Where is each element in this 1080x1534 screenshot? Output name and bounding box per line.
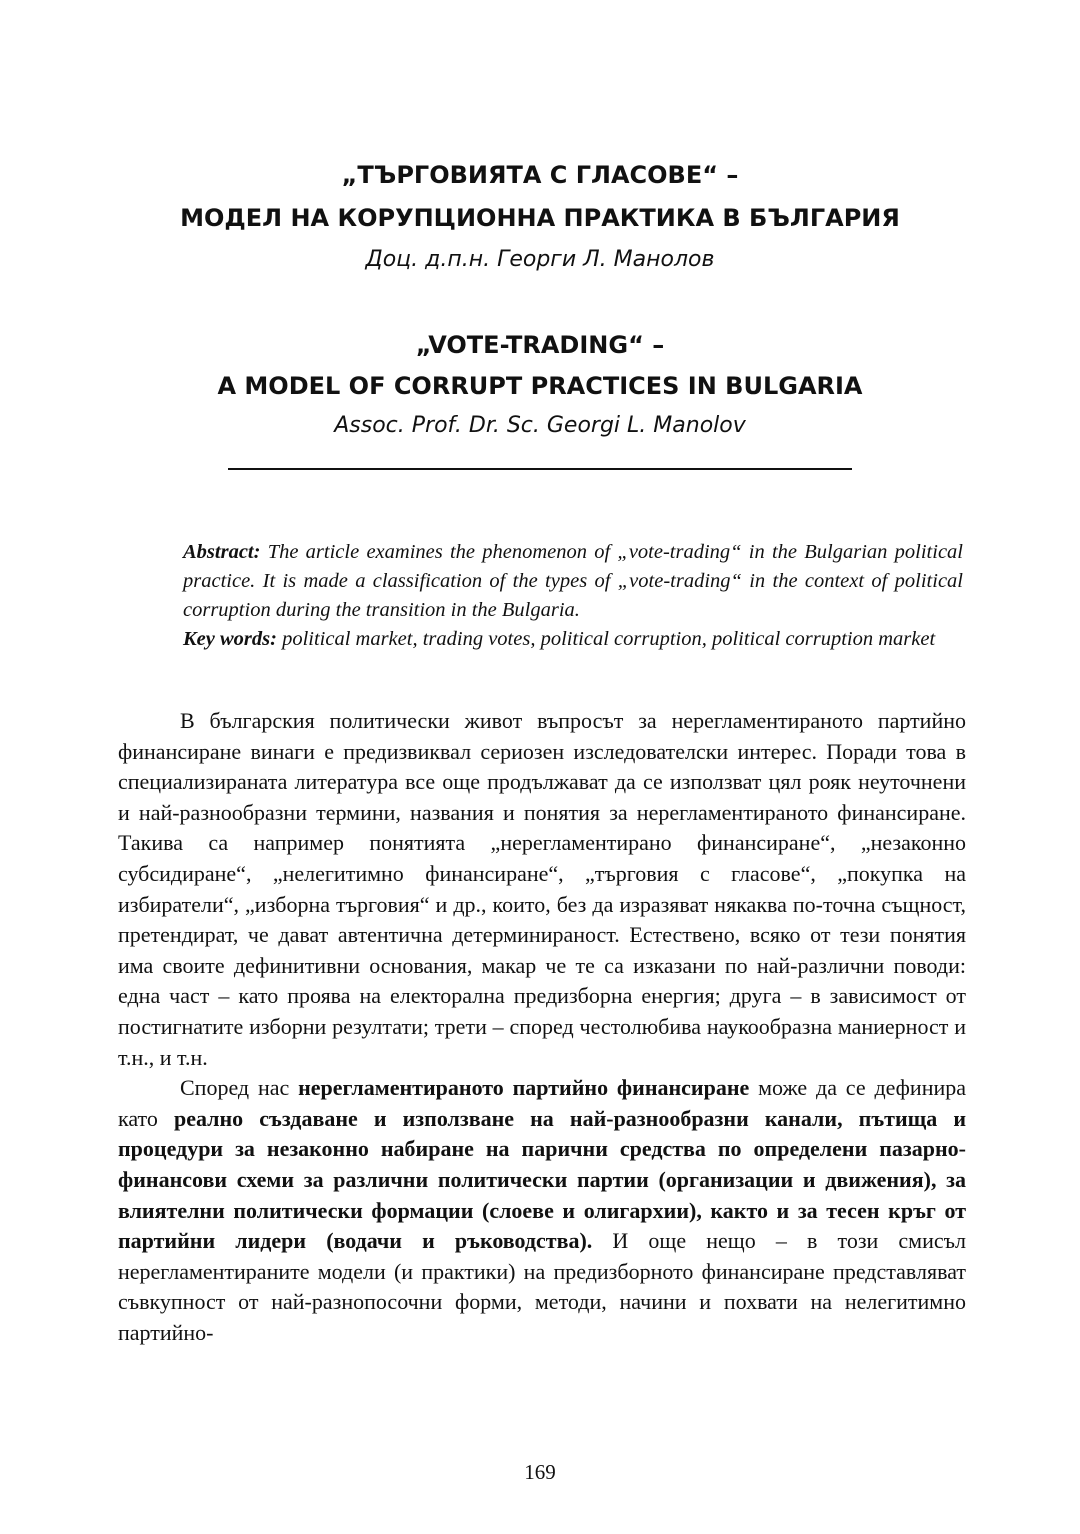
title-bg-line1: „ТЪРГОВИЯТА С ГЛАСОВЕ“ –: [341, 161, 739, 189]
p2-connector: може да се дефинира като: [118, 1075, 967, 1131]
p2-definition: реално създаване и използване на най-разнообразни канали, пътища и процедури за незаконно набиране на парични средства по определени пазарно-финансови схеми за различни политически партии (организации и движения), за влиятелни политически формации (слоеве и олигархии), както и за тесен кръг от партийни лидери (водачи и ръководства).: [118, 1105, 966, 1254]
abstract: [183, 538, 963, 654]
body-paragraph-1: В българския политически живот въпросът за нерегламентираното партийно финансиране винаги е предизвиквал сериозен изследователски интерес. Поради това в специализираната литература все още продължават да се използват цял рояк неуточнени и най-разнообразни термини, названия и понятия за нерегламентираното финансиране. Такива са например понятията „нерегламентирано финансиране“, „незаконно субсидиране“, „нелегитимно финансиране“, „търговия с гласове“, „покупка на избиратели“, „изборна търговия“ и др., които, без да изразяват някаква по-точна същност, претендират, че дават автентична детерминираност. Естествено, всяко от тези понятия има своите дефинитивни основания, макар че те са изказани по най-различни поводи: една част – като проява на електорална предизборна енергия; друга – в зависимост от постигнатите изборни резултати; трети – според честолюбива наукообразна маниерност и т.н., и т.н.: [118, 708, 966, 1070]
keywords-paragraph: [183, 625, 963, 654]
p2-continuation: И още нещо – в този смисъл нерегламентираните модели (и практики) на предизборното финансиране представляват съвкупност от най-разнопосочни форми, методи, начини и похвати на нелегитимно партийно-: [118, 1228, 966, 1345]
page-number: 169: [524, 1460, 556, 1484]
title-en-line1: „VOTE-TRADING“ –: [415, 331, 665, 359]
title-bg-line2: МОДЕЛ НА КОРУПЦИОННА ПРАКТИКА В БЪЛГАРИЯ: [180, 204, 900, 232]
title-en-line2: A MODEL OF CORRUPT PRACTICES IN BULGARIA: [217, 372, 863, 400]
p2-term: нерегламентираното партийно финансиране: [298, 1075, 750, 1101]
abstract-text: The article examines the phenomenon of „vote-trading“ in the Bulgarian political practice. It is made a classification of the types of „vote-trading“ in the context of political corruption during the transition in the Bulgaria.: [183, 541, 963, 621]
keywords-text: political market, trading votes, political corruption, political corruption market: [276, 628, 936, 650]
title-divider: [228, 468, 852, 470]
keywords-label: Key words:: [183, 628, 277, 650]
abstract-paragraph: [183, 538, 963, 625]
author-bg: Доц. д.п.н. Георги Л. Манолов: [365, 247, 715, 272]
body-paragraph-2: [118, 1073, 966, 1348]
body-text: [118, 706, 966, 1348]
p2-intro: Според нас: [180, 1075, 299, 1101]
abstract-label: Abstract:: [183, 541, 261, 563]
author-en: Assoc. Prof. Dr. Sc. Georgi L. Manolov: [334, 413, 746, 438]
